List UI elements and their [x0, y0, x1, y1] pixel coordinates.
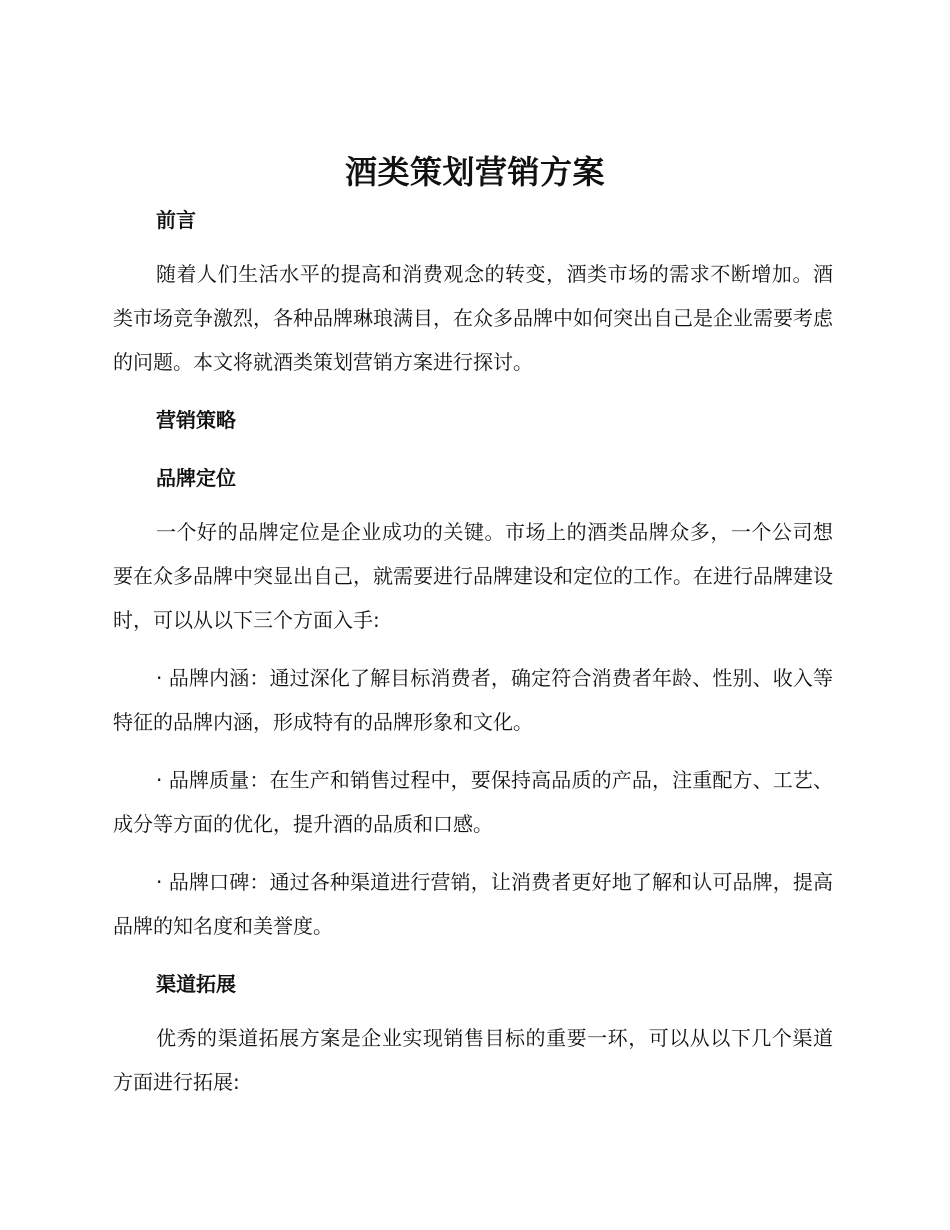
- section-heading-preface: 前言: [156, 208, 196, 232]
- paragraph-brand: 一个好的品牌定位是企业成功的关键。市场上的酒类品牌众多，一个公司想要在众多品牌中突显出自己，就需要进行品牌建设和定位的工作。在进行品牌建设时，可以从以下三个方面入手:: [113, 520, 833, 632]
- paragraph-channel: 优秀的渠道拓展方案是企业实现销售目标的重要一环，可以从以下几个渠道方面进行拓展:: [113, 1026, 833, 1094]
- document-body: [113, 198, 833, 1104]
- bullet-brand-connotation: · 品牌内涵：通过深化了解目标消费者，确定符合消费者年龄、性别、收入等特征的品牌内涵，形成特有的品牌形象和文化。: [113, 666, 833, 734]
- paragraph-preface: 随着人们生活水平的提高和消费观念的转变，酒类市场的需求不断增加。酒类市场竞争激烈，各种品牌琳琅满目，在众多品牌中如何突出自己是企业需要考虑的问题。本文将就酒类策划营销方案进行探讨。: [113, 262, 833, 374]
- section-heading-brand: 品牌定位: [156, 466, 236, 490]
- section-heading-channel: 渠道拓展: [156, 972, 236, 996]
- bullet-brand-quality: · 品牌质量：在生产和销售过程中，要保持高品质的产品，注重配方、工艺、成分等方面的优化，提升酒的品质和口感。: [113, 768, 833, 836]
- bullet-brand-reputation: · 品牌口碑：通过各种渠道进行营销，让消费者更好地了解和认可品牌，提高品牌的知名度和美誉度。: [113, 870, 833, 938]
- document-title: 酒类策划营销方案: [344, 153, 605, 191]
- section-heading-strategy: 营销策略: [156, 408, 236, 432]
